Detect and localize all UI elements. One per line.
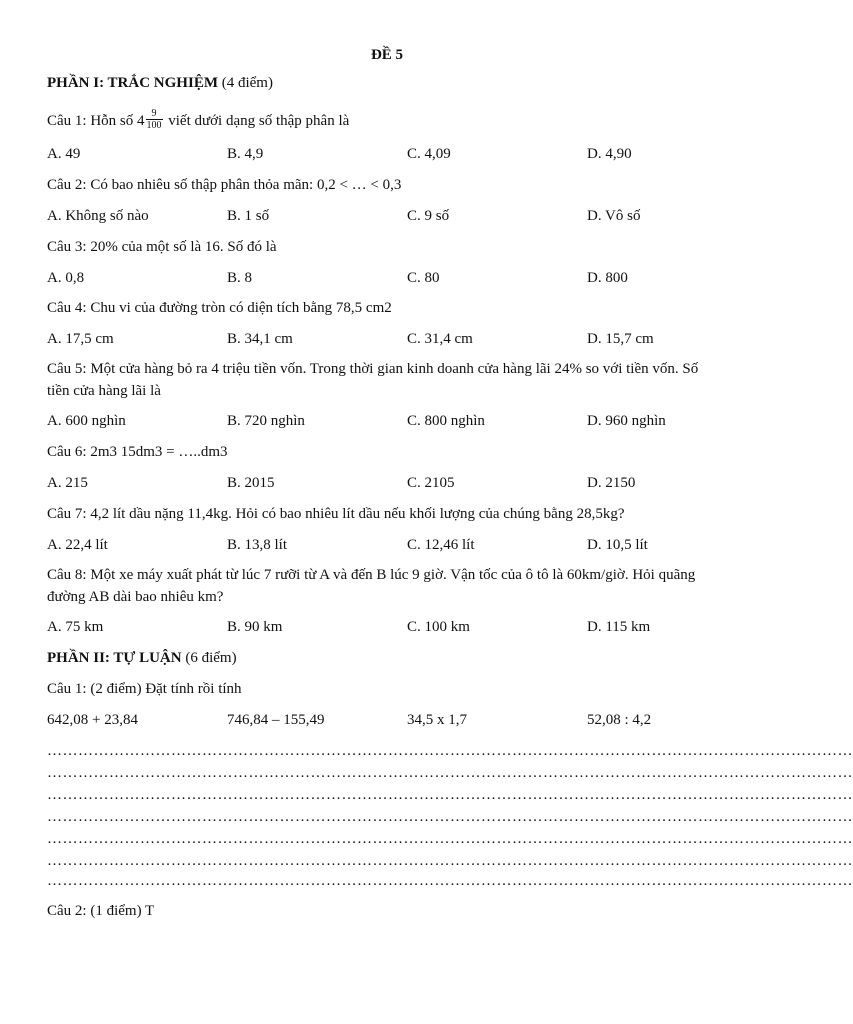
question-2-stem: Câu 2: Có bao nhiêu số thập phân thỏa mãn: 0,2 < … < 0,3: [47, 177, 402, 193]
question-1-stem-after: viết dưới dạng số thập phân là: [164, 112, 350, 129]
answer-line: …………………………………………………………………………………………………………………………………………: [47, 831, 853, 847]
option-d: D. 960 nghìn: [587, 413, 666, 429]
option-a: A. 17,5 cm: [47, 331, 114, 347]
part1-heading: [47, 74, 273, 92]
answer-line: …………………………………………………………………………………………………………………………………………: [47, 787, 853, 803]
question-5-stem: Câu 5: Một cửa hàng bỏ ra 4 triệu tiền vốn. Trong thời gian kinh doanh cửa hàng lãi 24% so với tiền vốn. Số tiền cửa hàng lãi là: [47, 361, 699, 399]
option-c: C. 4,09: [407, 146, 451, 162]
answer-line: …………………………………………………………………………………………………………………………………………: [47, 743, 853, 759]
option-c: C. 100 km: [407, 619, 470, 635]
exam-title: ĐỀ 5: [370, 47, 404, 63]
question-5-options: [47, 412, 727, 430]
question-1-stem: [47, 110, 349, 133]
option-d: D. 800: [587, 270, 628, 286]
question-2-options: [47, 207, 727, 225]
option-b: B. 34,1 cm: [227, 331, 293, 347]
mixed-number-fraction: [146, 108, 163, 131]
answer-line: …………………………………………………………………………………………………………………………………………: [47, 809, 853, 825]
answer-line: …………………………………………………………………………………………………………………………………………: [47, 853, 853, 869]
question-1-stem-before: Câu 1: Hỗn số 4: [47, 112, 145, 129]
option-b: B. 90 km: [227, 619, 283, 635]
option-a: A. 49: [47, 146, 81, 162]
question-3-options: [47, 269, 727, 287]
part1-heading-label: PHẦN I: TRẮC NGHIỆM: [47, 75, 218, 91]
question-8-options: [47, 618, 727, 636]
fraction-denominator: 100: [146, 120, 162, 131]
calculation-4: 52,08 : 4,2: [587, 712, 652, 728]
essay-question-1-title: Câu 1: (2 điểm) Đặt tính rồi tính: [47, 681, 242, 697]
question-1-options: [47, 145, 727, 163]
option-a: A. 600 nghìn: [47, 413, 126, 429]
option-c: C. 80: [407, 270, 440, 286]
part2-heading: [47, 649, 237, 667]
option-c: C. 9 số: [407, 208, 450, 224]
question-6-stem: Câu 6: 2m3 15dm3 = …..dm3: [47, 444, 228, 460]
answer-line: …………………………………………………………………………………………………………………………………………: [47, 873, 853, 889]
option-d: D. 4,90: [587, 146, 632, 162]
option-b: B. 1 số: [227, 208, 270, 224]
calculation-3: 34,5 x 1,7: [407, 712, 467, 728]
option-c: C. 31,4 cm: [407, 331, 473, 347]
option-b: B. 720 nghìn: [227, 413, 305, 429]
option-d: D. 2150: [587, 475, 636, 491]
option-a: A. Không số nào: [47, 208, 149, 224]
option-a: A. 0,8: [47, 270, 85, 286]
calculation-1: 642,08 + 23,84: [47, 712, 138, 728]
option-d: D. 115 km: [587, 619, 651, 635]
option-c: C. 800 nghìn: [407, 413, 485, 429]
option-d: D. 15,7 cm: [587, 331, 654, 347]
part1-heading-points: (4 điểm): [217, 75, 273, 91]
question-4-stem: Câu 4: Chu vi của đường tròn có diện tích bằng 78,5 cm2: [47, 300, 392, 316]
part2-heading-points: (6 điểm): [181, 650, 237, 666]
option-d: D. Vô số: [587, 208, 641, 224]
option-b: B. 13,8 lít: [227, 537, 288, 553]
question-7-options: [47, 536, 727, 554]
option-b: B. 4,9: [227, 146, 264, 162]
option-a: A. 22,4 lít: [47, 537, 108, 553]
option-c: C. 2105: [407, 475, 455, 491]
option-b: B. 8: [227, 270, 253, 286]
option-b: B. 2015: [227, 475, 275, 491]
question-8-stem: Câu 8: Một xe máy xuất phát từ lúc 7 rưỡi từ A và đến B lúc 9 giờ. Vận tốc của ô tô là 60km/giờ. Hỏi quãng đường AB dài bao nhiêu km?: [47, 567, 696, 605]
calculation-row: [47, 711, 727, 729]
question-4-options: [47, 330, 727, 348]
option-a: A. 75 km: [47, 619, 104, 635]
essay-question-2-title: Câu 2: (1 điểm) T: [47, 903, 155, 919]
question-7-stem: Câu 7: 4,2 lít dầu nặng 11,4kg. Hỏi có bao nhiêu lít dầu nếu khối lượng của chúng bằng 28,5kg?: [47, 506, 625, 522]
question-6-options: [47, 474, 727, 492]
question-3-stem: Câu 3: 20% của một số là 16. Số đó là: [47, 239, 277, 255]
calculation-2: 746,84 – 155,49: [227, 712, 325, 728]
answer-line: …………………………………………………………………………………………………………………………………………: [47, 765, 853, 781]
part2-heading-label: PHẦN II: TỰ LUẬN: [47, 650, 182, 666]
fraction-numerator: 9: [146, 108, 163, 120]
option-a: A. 215: [47, 475, 88, 491]
option-d: D. 10,5 lít: [587, 537, 648, 553]
option-c: C. 12,46 lít: [407, 537, 475, 553]
